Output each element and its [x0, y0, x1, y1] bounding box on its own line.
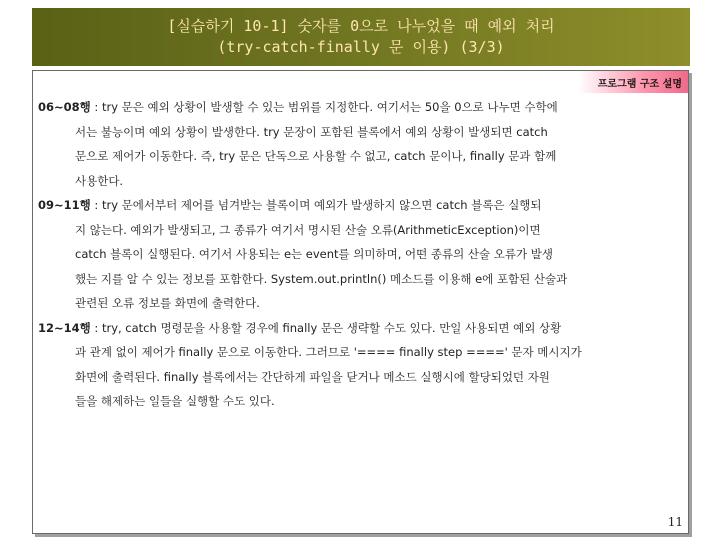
line-range-label: 12~14행 [38, 320, 91, 335]
paragraph-line: catch 블록이 실행된다. 여기서 사용되는 e는 event를 의미하며, 어떤 종류의 산술 오류가 발생 [75, 247, 553, 261]
paragraph-line: 지 않는다. 예외가 발생되고, 그 종류가 여기서 명시된 산술 오류(ArithmeticException)이면 [75, 222, 541, 237]
section-badge: 프로그램 구조 설명 [578, 71, 688, 93]
paragraph-line: 들을 해제하는 일들을 실행할 수도 있다. [75, 394, 275, 408]
explanation-body [38, 95, 678, 414]
title-line-1: [실습하기 10-1] 숫자를 0으로 나누었을 때 예외 처리 [167, 17, 555, 35]
paragraph-line: 화면에 출력된다. finally 블록에서는 간단하게 파일을 닫거나 메소드 실행시에 할당되었던 자원 [75, 369, 550, 384]
title-bar [32, 8, 690, 66]
paragraph-line: 과 관계 없이 제어가 finally 문으로 이동한다. 그러므로 '==== finally step ====' 문자 메시지가 [75, 345, 582, 359]
explanation-paragraph [38, 95, 678, 193]
paragraph-line: : try, catch 명령문을 사용할 경우에 finally 문은 생략할 수도 있다. 만일 사용되면 예외 상황 [90, 320, 562, 335]
paragraph-first-line [38, 193, 678, 218]
paragraph-line: 문으로 제어가 이동한다. 즉, try 문은 단독으로 사용할 수 없고, catch 문이나, finally 문과 함께 [75, 149, 557, 163]
paragraph-line: 사용한다. [75, 173, 124, 188]
paragraph-line: 했는 지를 알 수 있는 정보를 포함한다. System.out.println() 메소드를 이용해 e에 포함된 산술과 [75, 271, 568, 286]
line-range-label: 09~11행 [38, 198, 91, 212]
page-number: 11 [667, 515, 683, 529]
paragraph-first-line [38, 316, 678, 341]
paragraph-line: : try 문은 예외 상황이 발생할 수 있는 범위를 지정한다. 여기서는 50을 0으로 나누면 수학에 [90, 100, 558, 114]
explanation-paragraph [38, 316, 678, 414]
paragraph-first-line [38, 95, 678, 120]
content-box [32, 70, 689, 534]
line-range-label: 06~08행 [38, 100, 91, 114]
title-line-2: (try-catch-finally 문 이용) (3/3) [217, 38, 505, 56]
paragraph-line: 관련된 오류 정보를 화면에 출력한다. [75, 296, 260, 310]
paragraph-line: 서는 불능이며 예외 상황이 발생한다. try 문장이 포함된 블록에서 예외 상황이 발생되면 catch [75, 124, 548, 139]
explanation-paragraph [38, 193, 678, 316]
paragraph-line: : try 문에서부터 제어를 넘겨받는 블록이며 예외가 발생하지 않으면 catch 블록은 실행되 [90, 198, 542, 212]
